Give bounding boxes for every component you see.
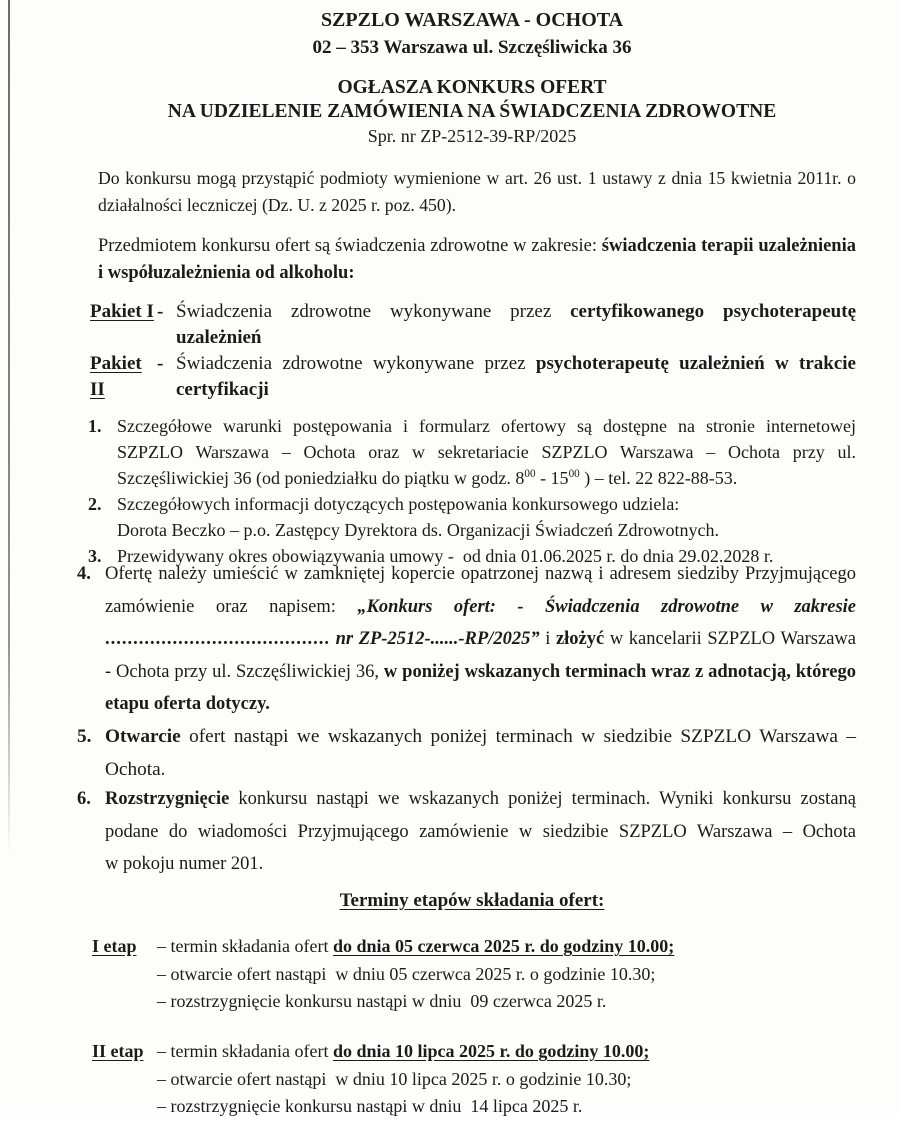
item-4-p6: w kancelarii SZPZLO Warszawa - Ochota przy ul. Szczęśliwickiej 36, <box>105 629 856 682</box>
item-5-rest: ofert nastąpi we wskazanych poniżej terminach w siedzibie SZPZLO Warszawa – Ochota. <box>105 726 856 780</box>
pakiet-row-1 <box>90 299 856 351</box>
item-1-superscript-open: 00 <box>524 468 536 480</box>
pakiet-2-label-cell <box>90 351 157 403</box>
stage-1-line-1-prefix: – termin składania ofert <box>157 936 333 956</box>
item-1-part2: - 15 <box>535 468 569 488</box>
item-1-row <box>88 413 856 491</box>
item-5-number: 5. <box>77 726 92 747</box>
item-6-bold: Rozstrzygnięcie <box>105 789 230 809</box>
eligibility-paragraph <box>88 165 856 219</box>
pakiet-1-text-normal: Świadczenia zdrowotne wykonywane przez <box>176 301 571 322</box>
numbered-item-5 <box>77 721 856 786</box>
item-4-dotted-blank: ........................................ <box>105 629 330 649</box>
item-4-p4: i <box>539 629 556 649</box>
pakiet-2-text <box>176 351 856 403</box>
pakiet-1-text-bold: certyfikowanego psychoterapeutę uzależnień <box>176 301 856 348</box>
case-number: Spr. nr ZP-2512-39-RP/2025 <box>367 126 577 146</box>
deadlines-heading: Terminy etapów składania ofert: <box>339 890 605 911</box>
pakiet-1-label-cell <box>90 299 157 351</box>
pakiet-row-2 <box>90 351 856 403</box>
item-2-row <box>88 491 856 543</box>
item-1-number: 1. <box>88 416 102 436</box>
item-4-row <box>77 558 856 721</box>
item-6-number: 6. <box>77 789 91 809</box>
item-5-row <box>77 721 856 786</box>
stage-1-line-1-deadline: do dnia 05 czerwca 2025 r. do godziny 10.00; <box>332 936 675 956</box>
pakiet-2-label: Pakiet II <box>90 353 142 400</box>
item-1-text <box>117 413 856 491</box>
stage-2 <box>92 1038 856 1121</box>
stage-1-label: I etap <box>92 936 137 956</box>
document-content <box>77 0 857 1116</box>
item-2-number: 2. <box>88 494 102 514</box>
stage-1-lines <box>157 933 856 1016</box>
item-4-quote-start: „Konkurs ofert: - Świadczenia zdrowotne w zakresie <box>357 596 857 617</box>
item-2-line-1: Szczegółowych informacji dotyczących postępowania konkursowego udziela: <box>117 494 680 514</box>
item-5-text <box>105 721 856 786</box>
item-6-text <box>105 783 856 881</box>
item-4-p1: Ofertę należy umieścić w zamkniętej kopercie opatrzonej nazwą i adresem siedziby Przyjmującego zamówienie oraz napisem: <box>105 564 856 617</box>
pakiet-2-dash: - <box>157 353 164 374</box>
stage-2-label: II etap <box>92 1041 144 1061</box>
item-6-row <box>77 783 856 881</box>
pakiet-1-text <box>176 299 856 351</box>
subject-text-bold: świadczenia terapii uzależnienia i współuzależnienia od alkoholu: <box>98 236 856 283</box>
pakiet-2-text-bold: psychoterapeutę uzależnień w trakcie certyfikacji <box>176 353 856 400</box>
item-3-text: Przewidywany okres obowiązywania umowy - od dnia 01.06.2025 r. do dnia 29.02.2028 r. <box>117 546 774 566</box>
stage-2-line-1-deadline: do dnia 10 lipca 2025 r. do godziny 10.00; <box>332 1041 650 1061</box>
item-4-text <box>105 558 856 721</box>
org-name: SZPZLO WARSZAWA - OCHOTA <box>320 9 624 31</box>
item-4-p5-bold: złożyć <box>555 629 605 649</box>
item-1-part1: Szczegółowe warunki postępowania i formularz ofertowy są dostępne na stronie internetowej SZPZLO Warszawa – Ochota oraz w sekretariacie SZPZLO Warszawa – Ochota przy ul. Szczęśliwickiej 36 (od poniedziałku do piątku w godz. 8 <box>117 416 856 488</box>
pakiet-1-label: Pakiet I <box>90 301 154 322</box>
item-2-line-2: Dorota Beczko – p.o. Zastępcy Dyrektora ds. Organizacji Świadczeń Zdrowotnych. <box>117 520 719 540</box>
pakiet-1-dash: - <box>157 301 164 322</box>
eligibility-text: Do konkursu mogą przystąpić podmioty wymienione w art. 26 ust. 1 ustawy z dnia 15 kwietnia 2011r. o działalności leczniczej (Dz. U. z 2025 r. poz. 450). <box>98 168 856 215</box>
numbered-items-1-3 <box>88 413 856 569</box>
scan-edge-line <box>8 0 10 856</box>
subject-paragraph <box>88 233 856 287</box>
stage-1-line-3: – rozstrzygnięcie konkursu nastąpi w dniu 09 czerwca 2025 r. <box>157 991 607 1011</box>
item-2-text <box>117 491 856 543</box>
item-4-p7-bold: w poniżej wskazanych terminach wraz z adnotacją, którego etapu oferta dotyczy. <box>105 661 856 714</box>
stage-2-line-2: – otwarcie ofert nastąpi w dniu 10 lipca 2025 r. o godzinie 10.30; <box>157 1068 632 1089</box>
deadlines-section <box>88 890 856 912</box>
item-1-superscript-close: 00 <box>568 468 580 480</box>
stage-1-line-1 <box>157 933 856 961</box>
item-4-quote-end: nr ZP-2512-......-RP/2025” <box>330 629 540 649</box>
item-6-rest: konkursu nastąpi we wskazanych poniżej terminach. Wyniki konkursu zostaną podane do wiadomości Przyjmującego zamówienie w siedzibie SZPZLO Warszawa – Ochota w pokoju numer 201. <box>105 789 856 874</box>
announcement-line-2: NA UDZIELENIE ZAMÓWIENIA NA ŚWIADCZENIA ZDROWOTNE <box>167 101 777 122</box>
stage-2-label-cell <box>92 1038 157 1121</box>
stage-2-line-1 <box>157 1038 856 1066</box>
subject-text-normal: Przedmiotem konkursu ofert są świadczenia zdrowotne w zakresie: <box>98 236 602 256</box>
org-address: 02 – 353 Warszawa ul. Szczęśliwicka 36 <box>312 37 632 58</box>
stage-2-lines <box>157 1038 856 1121</box>
item-5-bold: Otwarcie <box>105 726 181 747</box>
numbered-item-6 <box>77 783 856 881</box>
stage-1 <box>92 933 856 1016</box>
stage-2-line-3: – rozstrzygnięcie konkursu nastąpi w dniu 14 lipca 2025 r. <box>157 1096 583 1116</box>
stage-1-label-cell <box>92 933 157 1016</box>
announcement-title <box>88 76 856 148</box>
org-header <box>88 6 856 62</box>
item-3-number: 3. <box>88 546 102 566</box>
pakiet-2-text-normal: Świadczenia zdrowotne wykonywane przez <box>176 353 536 374</box>
item-1-part3: ) – tel. 22 822-88-53. <box>579 468 738 488</box>
stage-2-line-1-prefix: – termin składania ofert <box>157 1041 333 1061</box>
numbered-item-4 <box>77 558 856 721</box>
stage-1-line-2: – otwarcie ofert nastąpi w dniu 05 czerwca 2025 r. o godzinie 10.30; <box>157 963 656 984</box>
announcement-line-1: OGŁASZA KONKURS OFERT <box>337 77 607 98</box>
item-4-number: 4. <box>77 564 91 584</box>
pakiet-list <box>88 299 856 403</box>
